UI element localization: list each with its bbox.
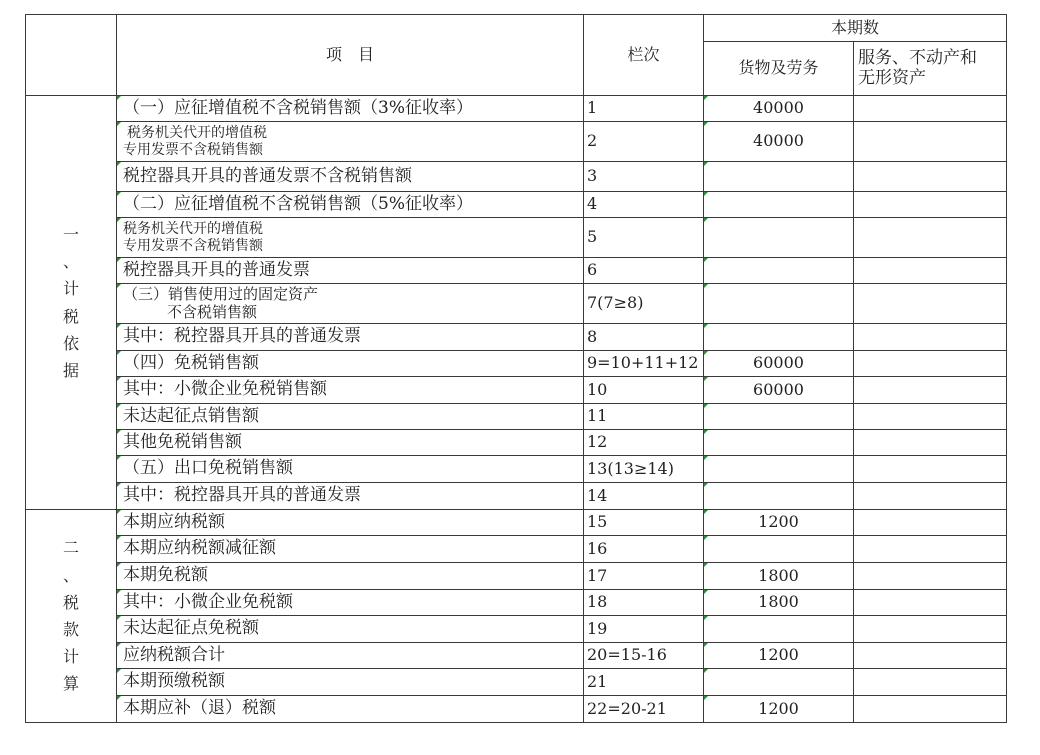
table-row: [26, 218, 1007, 258]
row-column-no: 10: [584, 377, 704, 404]
row-column-no: 14: [584, 483, 704, 510]
row-goods-value: 1200: [704, 643, 854, 669]
section-label-char: 据: [62, 360, 79, 380]
row-item: 其中：税控器具开具的普通发票: [117, 483, 584, 510]
row-goods-value: [704, 536, 854, 563]
row-services-value: [854, 218, 1007, 258]
row-goods-value: 60000: [704, 377, 854, 404]
table-row: [26, 351, 1007, 377]
table-row: [26, 122, 1007, 162]
row-item-line2: 专用发票不含税销售额: [123, 141, 263, 158]
row-item: 税控器具开具的普通发票: [117, 258, 584, 284]
header-goods: 货物及劳务: [704, 42, 854, 96]
row-goods-value: 1800: [704, 563, 854, 590]
row-services-value: [854, 351, 1007, 377]
table-row: [26, 483, 1007, 510]
section-label-char: 依: [62, 333, 79, 353]
header-item: 项 目: [117, 15, 584, 96]
table-row: [26, 324, 1007, 351]
table-row: [26, 643, 1007, 669]
row-column-no: 16: [584, 536, 704, 563]
table-row: [26, 96, 1007, 122]
section-label-char: 税: [62, 306, 79, 326]
table-row: [26, 404, 1007, 430]
section-label-char: 算: [62, 674, 79, 694]
row-goods-value: 1200: [704, 510, 854, 536]
table-row: [26, 563, 1007, 590]
row-column-no: 7(7≥8): [584, 284, 704, 324]
row-column-no: 3: [584, 162, 704, 192]
row-item: 本期预缴税额: [117, 669, 584, 696]
row-item: 本期免税额: [117, 563, 584, 590]
section-label: [26, 510, 117, 723]
row-item: 其中：小微企业免税额: [117, 590, 584, 616]
table-row: [26, 430, 1007, 456]
row-goods-value: [704, 669, 854, 696]
row-services-value: [854, 162, 1007, 192]
row-goods-value: 40000: [704, 122, 854, 162]
row-item: 其中：小微企业免税销售额: [117, 377, 584, 404]
row-goods-value: [704, 192, 854, 218]
table-row: [26, 536, 1007, 563]
row-services-value: [854, 430, 1007, 456]
row-item-line1: 税务机关代开的增值税: [127, 125, 267, 142]
header-services: [854, 42, 1007, 96]
row-services-value: [854, 96, 1007, 122]
row-goods-value: 40000: [704, 96, 854, 122]
row-goods-value: [704, 404, 854, 430]
section-label-char: 、: [62, 252, 79, 272]
row-column-no: 17: [584, 563, 704, 590]
row-goods-value: 1800: [704, 590, 854, 616]
row-column-no: 8: [584, 324, 704, 351]
row-goods-value: [704, 324, 854, 351]
table-row: [26, 377, 1007, 404]
row-services-value: [854, 377, 1007, 404]
row-column-no: 5: [584, 218, 704, 258]
row-goods-value: [704, 218, 854, 258]
row-column-no: 21: [584, 669, 704, 696]
row-services-value: [854, 563, 1007, 590]
row-item: [117, 284, 584, 324]
section-label-char: 、: [62, 565, 79, 585]
row-item-line1: （三）销售使用过的固定资产: [123, 285, 319, 304]
row-item: 未达起征点免税额: [117, 616, 584, 643]
header-services-line1: 服务、不动产和: [858, 47, 977, 68]
row-services-value: [854, 192, 1007, 218]
section-label-char: 税: [62, 592, 79, 612]
table-row: [26, 669, 1007, 696]
section-label-char: 计: [62, 279, 79, 299]
table-row: [26, 162, 1007, 192]
row-column-no: 2: [584, 122, 704, 162]
row-item: [117, 122, 584, 162]
table-row: [26, 456, 1007, 483]
row-item: 税控器具开具的普通发票不含税销售额: [117, 162, 584, 192]
row-column-no: 1: [584, 96, 704, 122]
row-item-line2: 专用发票不含税销售额: [123, 237, 263, 254]
row-services-value: [854, 669, 1007, 696]
section-label-char: 一: [62, 224, 79, 244]
row-item: （一）应征增值税不含税销售额（3%征收率）: [117, 96, 584, 122]
row-services-value: [854, 456, 1007, 483]
corner-cell: [26, 15, 117, 96]
row-item: [117, 218, 584, 258]
row-goods-value: [704, 456, 854, 483]
table-row: [26, 510, 1007, 536]
row-item: （二）应征增值税不含税销售额（5%征收率）: [117, 192, 584, 218]
row-column-no: 13(13≥14): [584, 456, 704, 483]
row-item: 本期应补（退）税额: [117, 696, 584, 723]
row-services-value: [854, 284, 1007, 324]
row-item: 本期应纳税额减征额: [117, 536, 584, 563]
row-column-no: 18: [584, 590, 704, 616]
table-row: [26, 590, 1007, 616]
row-column-no: 15: [584, 510, 704, 536]
row-column-no: 20=15-16: [584, 643, 704, 669]
section-label-char: 款: [62, 620, 79, 639]
row-services-value: [854, 590, 1007, 616]
header-services-line2: 无形资产: [858, 67, 926, 88]
row-goods-value: [704, 258, 854, 284]
section-label-char: 二: [62, 538, 79, 558]
row-item: （四）免税销售额: [117, 351, 584, 377]
row-services-value: [854, 122, 1007, 162]
row-column-no: 12: [584, 430, 704, 456]
section-label: [26, 96, 117, 510]
row-item: 本期应纳税额: [117, 510, 584, 536]
table-row: [26, 192, 1007, 218]
row-column-no: 4: [584, 192, 704, 218]
row-item: 应纳税额合计: [117, 643, 584, 669]
row-services-value: [854, 404, 1007, 430]
row-services-value: [854, 616, 1007, 643]
row-services-value: [854, 324, 1007, 351]
table-row: [26, 284, 1007, 324]
table-row: [26, 258, 1007, 284]
tax-return-table: [25, 14, 1007, 723]
row-item: （五）出口免税销售额: [117, 456, 584, 483]
row-goods-value: [704, 616, 854, 643]
table-row: [26, 696, 1007, 723]
row-goods-value: [704, 483, 854, 510]
row-item: 其他免税销售额: [117, 430, 584, 456]
table-row: [26, 616, 1007, 643]
row-services-value: [854, 696, 1007, 723]
row-item-line2: 不含税销售额: [167, 302, 258, 321]
row-services-value: [854, 510, 1007, 536]
row-goods-value: 60000: [704, 351, 854, 377]
row-column-no: 22=20-21: [584, 696, 704, 723]
row-item: 未达起征点销售额: [117, 404, 584, 430]
row-services-value: [854, 643, 1007, 669]
row-item-line1: 税务机关代开的增值税: [123, 221, 263, 238]
row-item: 其中：税控器具开具的普通发票: [117, 324, 584, 351]
row-column-no: 11: [584, 404, 704, 430]
row-services-value: [854, 258, 1007, 284]
header-current-period: 本期数: [704, 15, 1007, 42]
row-goods-value: 1200: [704, 696, 854, 723]
row-goods-value: [704, 284, 854, 324]
row-column-no: 19: [584, 616, 704, 643]
row-services-value: [854, 483, 1007, 510]
row-column-no: 6: [584, 258, 704, 284]
row-goods-value: [704, 162, 854, 192]
row-column-no: 9=10+11+12: [584, 351, 704, 377]
row-services-value: [854, 536, 1007, 563]
row-goods-value: [704, 430, 854, 456]
section-label-char: 计: [62, 647, 79, 667]
header-column: 栏次: [584, 15, 704, 96]
